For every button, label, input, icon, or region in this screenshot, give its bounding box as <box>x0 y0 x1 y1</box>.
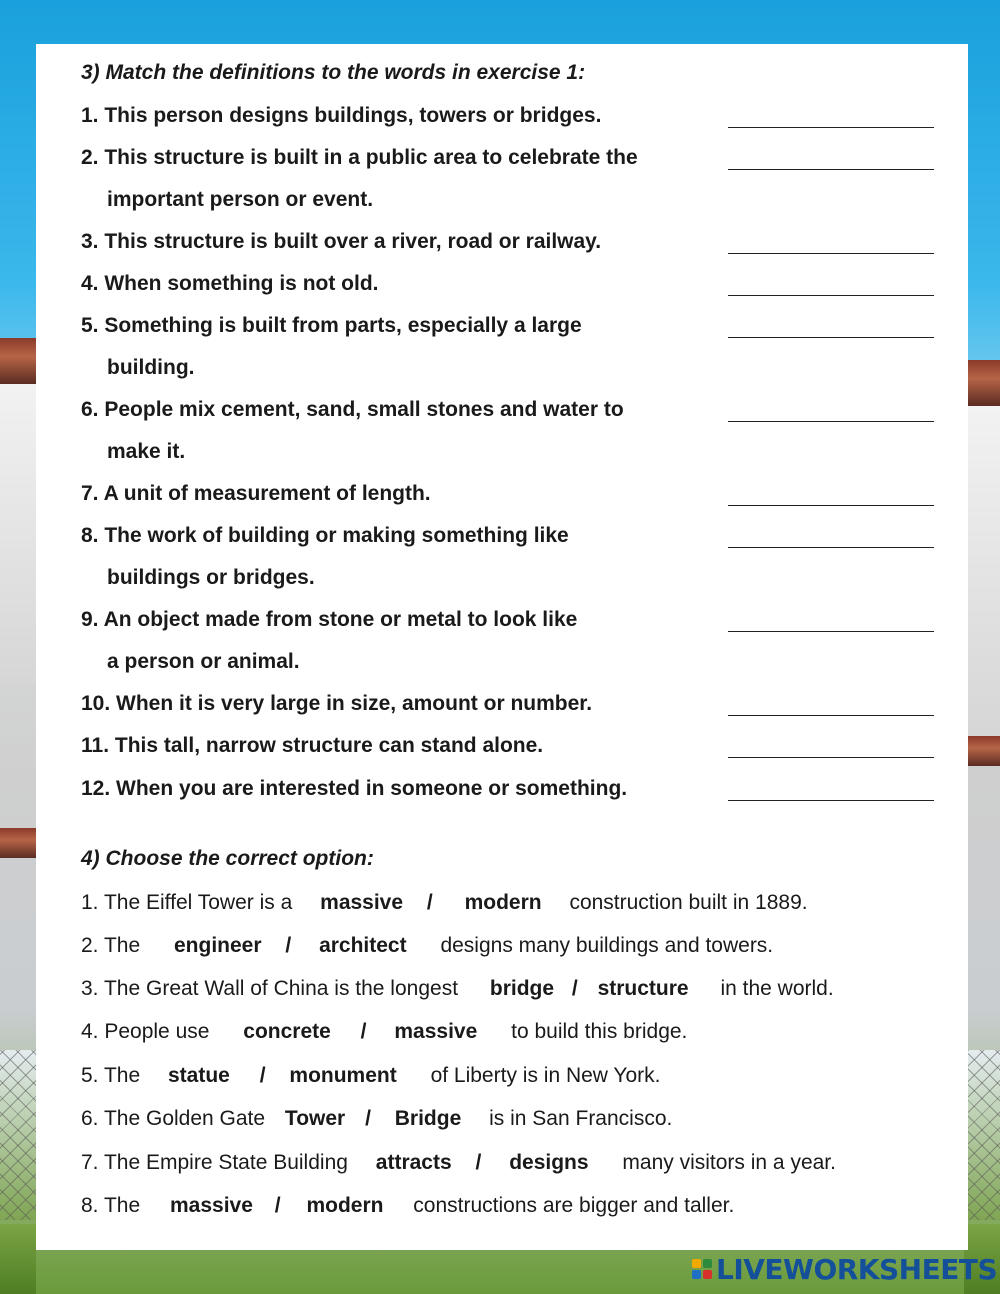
option-choice[interactable]: bridge <box>489 977 555 1000</box>
sentence-text: many visitors in a year. <box>622 1151 836 1174</box>
option-separator: / <box>259 1064 266 1087</box>
sentence-text: 4. People use <box>81 1020 210 1043</box>
option-sentence-8 <box>81 1194 734 1218</box>
definition-8-continued: buildings or bridges. <box>107 566 315 589</box>
definition-10: 10. When it is very large in size, amount or number. <box>81 692 593 715</box>
definition-11: 11. This tall, narrow structure can stand alone. <box>81 734 544 757</box>
definition-6-continued: make it. <box>107 440 186 463</box>
definition-12: 12. When you are interested in someone or something. <box>81 777 628 800</box>
option-sentence-1 <box>81 891 808 915</box>
sentence-text: 8. The <box>81 1194 141 1217</box>
answer-blank-7[interactable] <box>728 505 934 506</box>
definition-3: 3. This structure is built over a river, road or railway. <box>81 230 602 253</box>
answer-blank-3[interactable] <box>728 253 934 254</box>
right-background-strip <box>964 0 1000 1294</box>
answer-blank-6[interactable] <box>728 421 934 422</box>
option-sentence-7 <box>81 1151 836 1175</box>
sentence-text: construction built in 1889. <box>569 891 808 914</box>
answer-blank-11[interactable] <box>728 757 934 758</box>
option-separator: / <box>365 1107 371 1130</box>
option-choice[interactable]: modern <box>306 1194 384 1217</box>
option-sentence-4 <box>81 1020 687 1044</box>
definition-5-continued: building. <box>107 356 195 379</box>
sentence-text: is in San Francisco. <box>489 1107 673 1130</box>
definition-2-continued: important person or event. <box>107 188 374 211</box>
option-separator: / <box>285 934 292 957</box>
option-choice[interactable]: attracts <box>375 1151 452 1174</box>
answer-blank-10[interactable] <box>728 715 934 716</box>
answer-blank-5[interactable] <box>728 337 934 338</box>
roof-decoration <box>0 828 36 858</box>
option-choice[interactable]: Tower <box>284 1107 346 1130</box>
sentence-text: to build this bridge. <box>511 1020 688 1043</box>
roof-decoration <box>964 360 1000 406</box>
definition-4: 4. When something is not old. <box>81 272 379 295</box>
definition-6: 6. People mix cement, sand, small stones and water to <box>81 398 624 421</box>
sentence-text: 5. The <box>81 1064 141 1087</box>
answer-blank-4[interactable] <box>728 295 934 296</box>
option-sentence-3 <box>81 977 834 1001</box>
option-choice[interactable]: architect <box>319 934 407 957</box>
definition-9: 9. An object made from stone or metal to look like <box>81 608 578 631</box>
option-choice[interactable]: modern <box>464 891 542 914</box>
answer-blank-2[interactable] <box>728 169 934 170</box>
grass-decoration <box>0 1224 36 1294</box>
option-separator: / <box>571 977 578 1000</box>
option-choice[interactable]: Bridge <box>394 1107 462 1130</box>
option-separator: / <box>426 891 433 914</box>
sentence-text: 1. The Eiffel Tower is a <box>81 891 293 914</box>
worksheet-page <box>36 44 968 1250</box>
sentence-text: 7. The Empire State Building <box>81 1151 348 1174</box>
logo-text: LIVEWORKSHEETS <box>716 1252 998 1286</box>
option-choice[interactable]: structure <box>597 977 689 1000</box>
definition-5: 5. Something is built from parts, especially a large <box>81 314 582 337</box>
definition-9-continued: a person or animal. <box>107 650 300 673</box>
definition-1: 1. This person designs buildings, towers or bridges. <box>81 104 602 127</box>
roof-decoration <box>0 338 36 384</box>
answer-blank-8[interactable] <box>728 547 934 548</box>
logo-blocks-icon <box>692 1259 712 1279</box>
roof-decoration <box>964 736 1000 766</box>
left-background-strip <box>0 0 36 1294</box>
section-4-title: 4) Choose the correct option: <box>81 847 374 870</box>
wall-decoration <box>964 406 1000 736</box>
sentence-text: in the world. <box>720 977 834 1000</box>
option-separator: / <box>274 1194 281 1217</box>
sentence-text: of Liberty is in New York. <box>430 1064 661 1087</box>
option-choice[interactable]: designs <box>509 1151 589 1174</box>
section-3-title: 3) Match the definitions to the words in exercise 1: <box>81 61 586 84</box>
liveworksheets-logo <box>692 1252 997 1286</box>
fence-decoration <box>0 1050 36 1220</box>
option-separator: / <box>475 1151 482 1174</box>
option-choice[interactable]: concrete <box>243 1020 331 1043</box>
fence-decoration <box>964 1050 1000 1220</box>
option-choice[interactable]: statue <box>168 1064 230 1087</box>
answer-blank-12[interactable] <box>728 800 934 801</box>
option-sentence-5 <box>81 1064 661 1088</box>
wall-decoration <box>0 384 36 684</box>
definition-2: 2. This structure is built in a public area to celebrate the <box>81 146 638 169</box>
option-choice[interactable]: massive <box>170 1194 253 1217</box>
option-choice[interactable]: massive <box>394 1020 478 1043</box>
option-choice[interactable]: engineer <box>174 934 262 957</box>
option-separator: / <box>360 1020 367 1043</box>
answer-blank-1[interactable] <box>728 127 934 128</box>
sentence-text: 2. The <box>81 934 141 957</box>
option-choice[interactable]: monument <box>289 1064 397 1087</box>
sentence-text: 6. The Golden Gate <box>81 1107 266 1130</box>
option-sentence-6 <box>81 1107 672 1131</box>
sentence-text: designs many buildings and towers. <box>440 934 774 957</box>
option-choice[interactable]: massive <box>320 891 404 914</box>
sentence-text: constructions are bigger and taller. <box>413 1194 735 1217</box>
answer-blank-9[interactable] <box>728 631 934 632</box>
definition-8: 8. The work of building or making something like <box>81 524 569 547</box>
option-sentence-2 <box>81 934 773 958</box>
definition-7: 7. A unit of measurement of length. <box>81 482 431 505</box>
sentence-text: 3. The Great Wall of China is the longest <box>81 977 459 1000</box>
